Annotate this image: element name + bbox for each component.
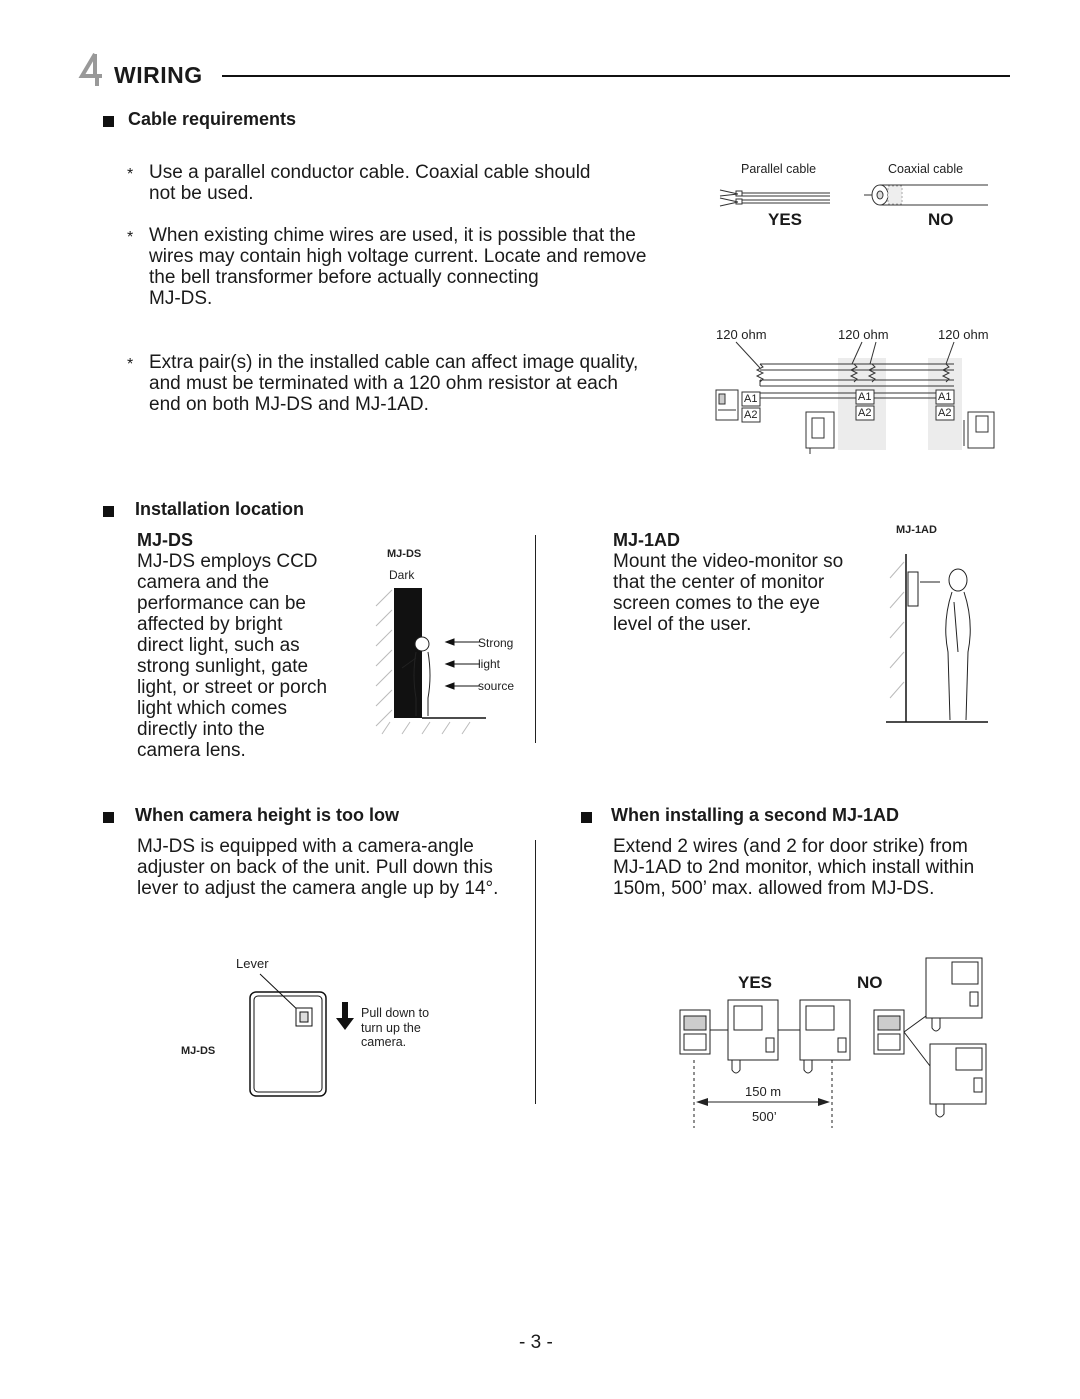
second-yes-label: YES xyxy=(738,973,773,992)
text-line: screen comes to the eye xyxy=(613,593,820,614)
camera-height-bullet-icon xyxy=(103,810,114,828)
pull-down-label xyxy=(361,1006,429,1050)
second-monitor-heading: When installing a second MJ-1AD xyxy=(611,805,900,825)
bullet-mark: * xyxy=(127,166,134,183)
bullet-mark: * xyxy=(127,229,134,246)
text-line: Pull down to xyxy=(361,1006,430,1020)
text-line: When existing chime wires are used, it is possible that the xyxy=(149,225,636,246)
text-line: Extra pair(s) in the installed cable can affect image quality, xyxy=(149,352,639,373)
distance-feet-label: 500’ xyxy=(752,1109,777,1124)
mj1ad-title: MJ-1AD xyxy=(613,530,681,550)
page-number: - 3 - xyxy=(519,1332,553,1353)
coaxial-no-label: NO xyxy=(928,210,954,229)
ohm-label-3: 120 ohm xyxy=(938,327,989,342)
second-monitor-bullet-icon xyxy=(581,810,592,828)
mj1ad-fig-label: MJ-1AD xyxy=(896,524,937,536)
text-line: directly into the xyxy=(137,719,265,740)
text-line: wires may contain high voltage current. Locate and remove xyxy=(149,246,647,267)
text-line: camera. xyxy=(361,1035,407,1049)
text-line: the bell transformer before actually connecting xyxy=(149,267,539,288)
terminal-a2-left: A2 xyxy=(744,409,758,421)
second-monitor-description xyxy=(613,836,974,899)
camera-height-description xyxy=(137,836,498,899)
section-title: WIRING xyxy=(114,62,203,88)
text-line: not be used. xyxy=(149,183,254,204)
text-line: that the center of monitor xyxy=(613,572,825,593)
mjds-lever-diagram xyxy=(248,972,358,1100)
text-line: camera and the xyxy=(137,572,270,593)
second-monitor-diagram xyxy=(676,952,988,1128)
coaxial-cable-icon xyxy=(862,182,988,208)
text-line: strong sunlight, gate xyxy=(137,656,309,677)
text-line: 150m, 500’ max. allowed from MJ-DS. xyxy=(613,878,935,899)
mj1ad-eye-level-diagram xyxy=(884,552,990,724)
strong-light-label-2: light xyxy=(478,657,501,671)
terminal-a1-left: A1 xyxy=(744,393,758,405)
cable-heading-bullet-icon xyxy=(103,114,114,132)
text-line: turn up the xyxy=(361,1020,421,1035)
install-heading-bullet-icon xyxy=(103,504,114,522)
text-line: MJ-DS. xyxy=(149,288,213,309)
text-line: lever to adjust the camera angle up by 14°. xyxy=(137,878,499,899)
mjds-fig-dark: Dark xyxy=(389,568,415,582)
text-line: Mount the video-monitor so xyxy=(613,551,844,572)
mjds-title: MJ-DS xyxy=(137,530,194,550)
text-line: light, or street or porch xyxy=(137,677,328,698)
install-heading: Installation location xyxy=(135,499,305,519)
parallel-cable-label: Parallel cable xyxy=(741,162,817,176)
text-line: and must be terminated with a 120 ohm resistor at each xyxy=(149,373,618,394)
lever-label: Lever xyxy=(236,956,269,971)
title-rule xyxy=(222,75,1010,77)
terminal-a1-mid: A1 xyxy=(858,391,872,403)
text-line: camera lens. xyxy=(137,740,246,761)
parallel-cable-icon xyxy=(720,186,830,210)
mj1ad-description xyxy=(613,551,843,635)
text-line: MJ-1AD to 2nd monitor, which install within xyxy=(613,857,975,878)
parallel-yes-label: YES xyxy=(768,210,803,229)
text-line: Use a parallel conductor cable. Coaxial cable should xyxy=(149,162,591,183)
strong-light-label-3: source xyxy=(478,679,515,693)
terminal-a1-right: A1 xyxy=(938,391,952,403)
text-line: end on both MJ-DS and MJ-1AD. xyxy=(149,394,429,415)
distance-meters-label: 150 m xyxy=(745,1084,782,1099)
coaxial-cable-label: Coaxial cable xyxy=(888,162,964,176)
text-line: affected by bright xyxy=(137,614,283,635)
text-line: adjuster on back of the unit. Pull down this xyxy=(137,857,493,878)
ohm-label-2: 120 ohm xyxy=(838,327,889,342)
cable-heading: Cable requirements xyxy=(128,109,297,129)
text-line: MJ-DS employs CCD xyxy=(137,551,318,572)
mjds-unit-label: MJ-DS xyxy=(181,1045,216,1057)
install-divider xyxy=(535,535,536,743)
mjds-fig-label: MJ-DS xyxy=(387,548,422,560)
strong-light-label-1: Strong xyxy=(478,636,514,650)
text-line: Extend 2 wires (and 2 for door strike) from xyxy=(613,836,968,857)
ohm-label-1: 120 ohm xyxy=(716,327,767,342)
section-number-icon xyxy=(80,52,104,88)
terminal-a2-mid: A2 xyxy=(858,407,872,419)
terminal-a2-right: A2 xyxy=(938,407,952,419)
text-line: MJ-DS is equipped with a camera-angle xyxy=(137,836,474,857)
bullet-mark: * xyxy=(127,356,134,373)
camera-height-heading: When camera height is too low xyxy=(135,805,400,825)
second-no-label: NO xyxy=(857,973,883,992)
lower-divider xyxy=(535,840,536,1104)
mjds-description xyxy=(137,551,327,761)
text-line: direct light, such as xyxy=(137,635,300,656)
text-line: light which comes xyxy=(137,698,287,719)
text-line: level of the user. xyxy=(613,614,752,635)
text-line: performance can be xyxy=(137,593,306,614)
